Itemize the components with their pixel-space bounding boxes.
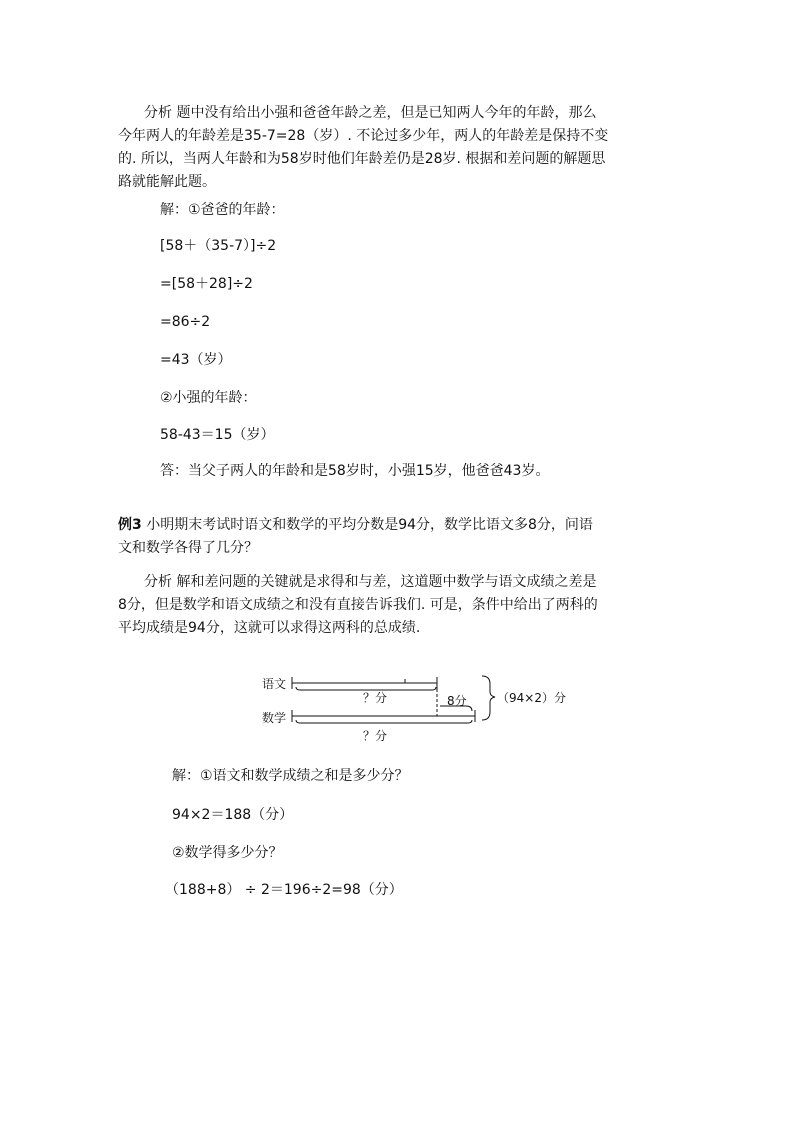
chinese-label: 语文: [262, 677, 287, 691]
analysis1-line1: 分析 题中没有给出小强和爸爸年龄之差，但是已知两人今年的年龄，那么: [144, 105, 597, 121]
analysis1-line2: 今年两人的年龄差是35-7=28（岁）. 不论过多少年，两人的年龄差是保持不变: [118, 128, 609, 144]
solution3-eq1: 94×2＝188（分）: [172, 807, 294, 823]
chinese-unknown: ？分: [363, 691, 388, 705]
analysis1-line4: 路就能解此题。: [118, 174, 216, 190]
example3-line2: 文和数学各得了几分？: [118, 540, 258, 556]
diff-label: 8分: [447, 694, 467, 708]
sum-brace: [482, 676, 495, 720]
example3-text: 小明期末考试时语文和数学的平均分数是94分，数学比语文多8分，问语: [141, 517, 593, 533]
solution1-step2: ②小强的年龄：: [160, 390, 257, 406]
analysis3-line2: 8分，但是数学和语文成绩之和没有直接告诉我们. 可是，条件中给出了两科的: [118, 597, 598, 613]
solution3-step1: 解：①语文和数学成绩之和是多少分？: [172, 768, 409, 784]
solution3-eq2: （188+8） ÷ 2＝196÷2=98（分）: [165, 882, 403, 898]
solution1-answer: 答：当父子两人的年龄和是58岁时，小强15岁，他爸爸43岁。: [160, 463, 550, 479]
analysis3-line1: 分析 解和差问题的关键就是求得和与差，这道题中数学与语文成绩之差是: [144, 574, 597, 590]
sum-label: （94×2）分: [497, 691, 566, 705]
solution1-eq2: =[58＋28]÷2: [160, 276, 253, 292]
solution1-eq3: =86÷2: [160, 314, 211, 330]
math-label: 数学: [262, 711, 287, 725]
solution1-eq5: 58-43＝15（岁）: [160, 427, 275, 443]
solution3-step2: ②数学得多少分？: [172, 845, 283, 861]
solution1-eq4: =43（岁）: [160, 352, 232, 368]
solution1-eq1: [58＋（35-7）]÷2: [160, 238, 277, 254]
solution1-step1: 解：①爸爸的年龄：: [160, 202, 285, 218]
math-brace: [296, 720, 472, 723]
analysis1-line3: 的. 所以，当两人年龄和为58岁时他们年龄差仍是28岁. 根据和差问题的解题思: [118, 151, 606, 167]
math-unknown: ？分: [363, 729, 388, 743]
example3-label: 例3: [118, 517, 142, 533]
analysis3-line3: 平均成绩是94分，这就可以求得这两科的总成绩.: [118, 620, 421, 636]
